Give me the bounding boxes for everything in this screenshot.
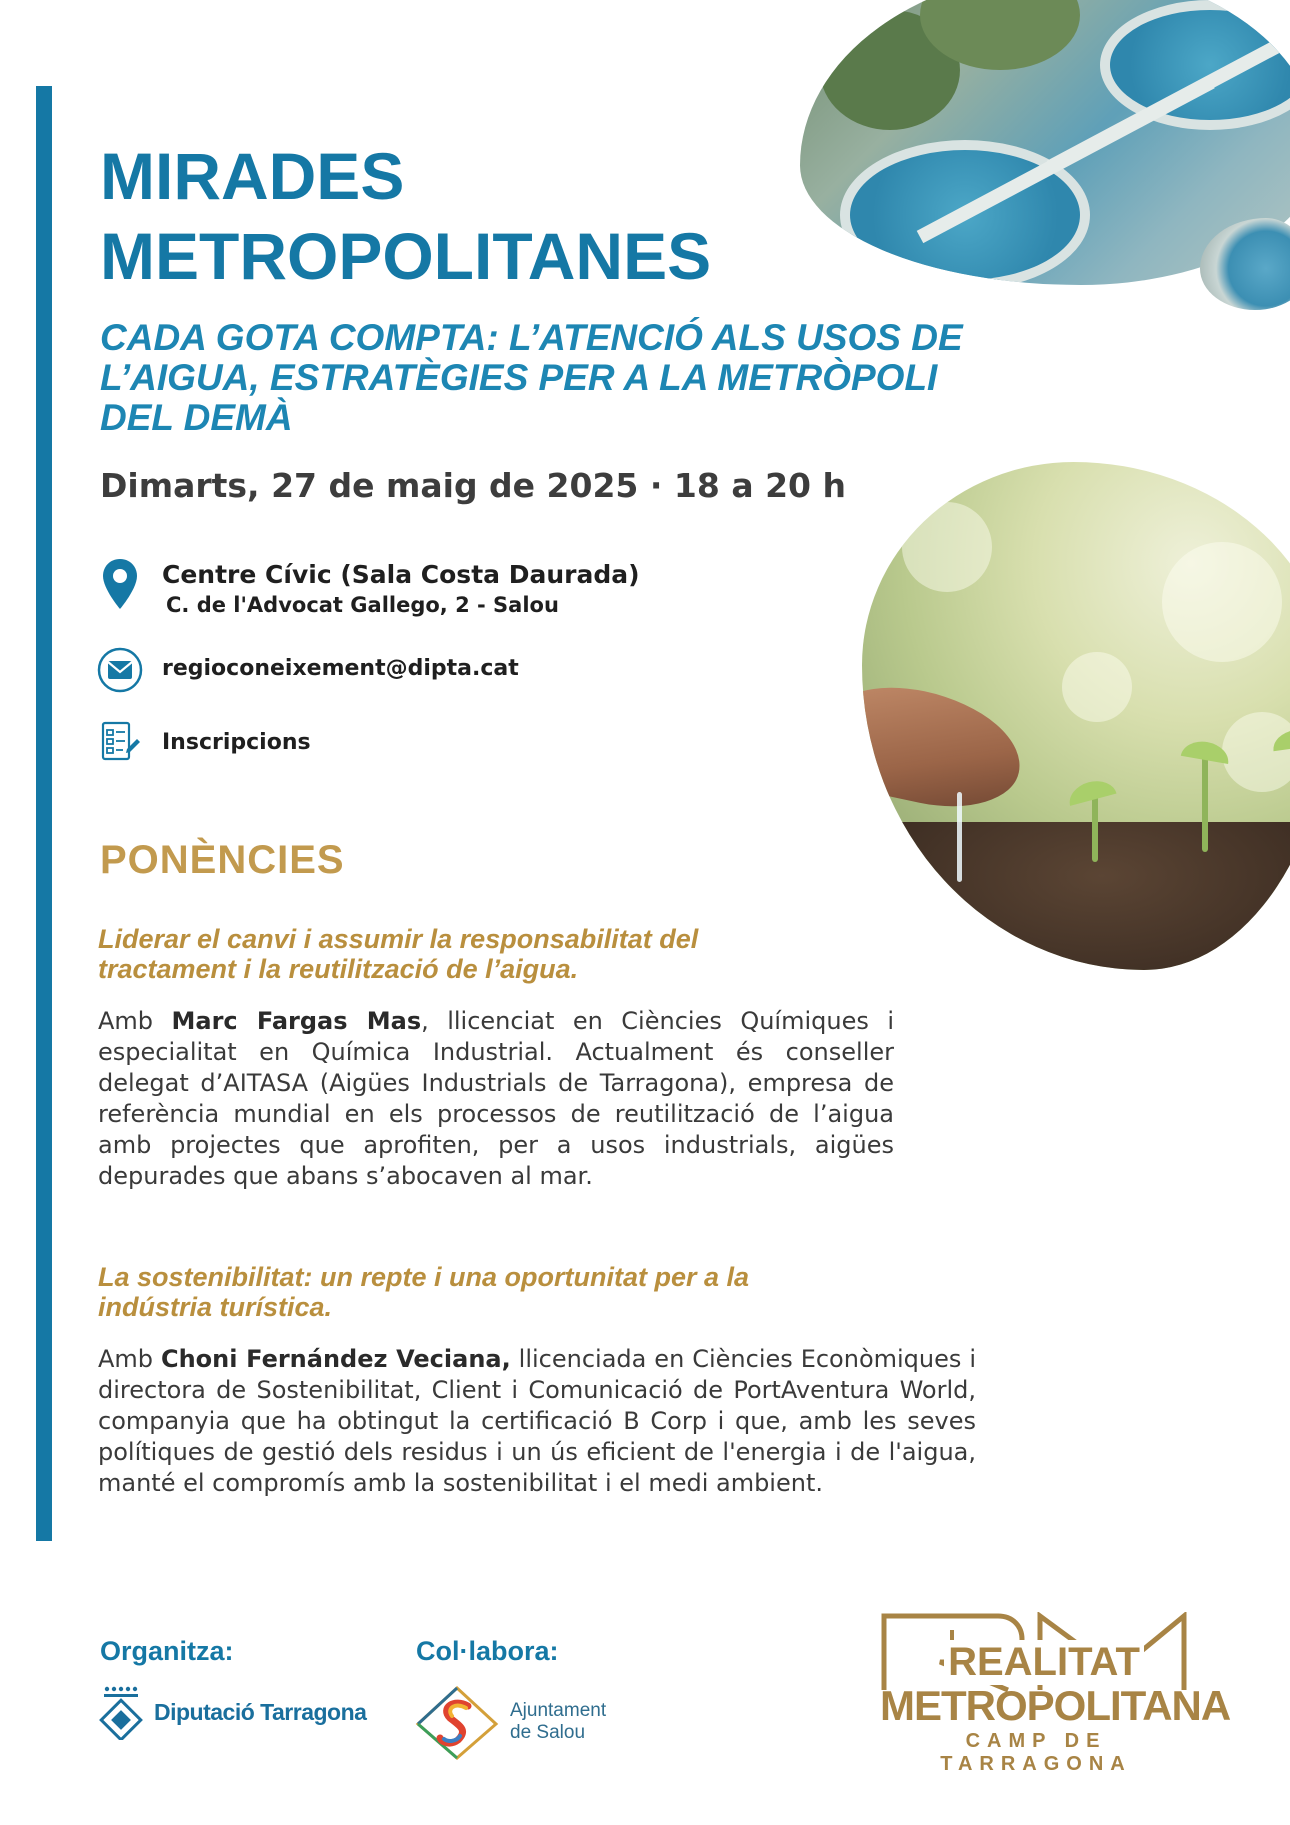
organizer-name: Diputació Tarragona	[154, 1698, 367, 1725]
mail-icon	[96, 646, 144, 694]
talk-2-title	[98, 1262, 918, 1322]
talk-2-text: llicenciada en Ciències Econòmiques i directora de Sostenibilitat, Client i Comunicació de PortAventura World, companyia que ha obtingut la certificació B Corp i que, amb les seves polítiques de gestió dels residus i un ús eficient de l'energia i de l'aigua, manté el compromís amb la sostenibilitat i el medi ambient.	[98, 1345, 976, 1497]
subtitle-line-1: CADA GOTA COMPTA: L’ATENCIÓ ALS USOS DE	[100, 317, 963, 358]
registration-row[interactable]	[96, 718, 311, 766]
event-subtitle	[100, 318, 1120, 438]
salou-emblem-icon	[414, 1684, 500, 1760]
collaborator-label: Col·labora:	[416, 1636, 559, 1666]
collaborator-name	[510, 1700, 606, 1744]
title-line-1: MIRADES	[100, 139, 405, 213]
venue-name: Centre Cívic (Sala Costa Daurada)	[162, 560, 640, 589]
form-icon	[96, 718, 144, 766]
ajuntament-salou-logo	[414, 1684, 606, 1760]
talk-2-description	[98, 1344, 976, 1499]
talk-1-text: , llicenciat en Ciències Químiques i especialitat en Química Industrial. Actualment és conseller delegat d’AITASA (Aigües Industrials de Tarragona), empresa de referència mundial en els processos de reutilització de l’aigua amb projectes que aprofiten, per a usos industrials, aigües depurades que abans s’abocaven al mar.	[98, 1007, 894, 1190]
venue-address: C. de l'Advocat Gallego, 2 - Salou	[166, 593, 559, 617]
talk-2-speaker: Choni Fernández Veciana,	[160, 1345, 511, 1373]
subtitle-line-2: L’AIGUA, ESTRATÈGIES PER A LA METRÒPOLI	[100, 357, 938, 398]
subtitle-line-3: DEL DEMÀ	[100, 397, 293, 438]
brand-line-2: METROPOLITANA	[880, 1682, 1231, 1729]
diputacio-emblem-icon	[96, 1684, 146, 1740]
seedling-watering-photo	[862, 462, 1290, 970]
talks-section-title: PONÈNCIES	[100, 838, 345, 882]
contact-row	[96, 646, 519, 694]
talk-1-speaker: Marc Fargas Mas	[171, 1007, 422, 1035]
title-line-2: METROPOLITANES	[100, 219, 712, 293]
talk-1-title-line-2: tractament i la reutilització de l’aigua.	[98, 954, 579, 984]
brand-line-3: CAMP DE TARRAGONA	[940, 1730, 1132, 1775]
talk-1-description	[98, 1006, 894, 1192]
organizer-label: Organitza:	[100, 1636, 234, 1666]
collaborator-name-line-2: de Salou	[510, 1722, 586, 1743]
talk-1-title	[98, 924, 838, 984]
page-title	[100, 136, 820, 296]
talk-2-title-line-1: La sostenibilitat: un repte i una oportunitat per a la	[98, 1262, 750, 1292]
talk-1-intro: Amb	[98, 1007, 172, 1035]
collaborator-name-line-1: Ajuntament	[510, 1700, 607, 1721]
brand-line-1: REALITAT	[944, 1640, 1144, 1685]
location-row	[96, 560, 640, 617]
diputacio-tarragona-logo	[96, 1684, 366, 1740]
contact-email[interactable]: regioconeixement@dipta.cat	[162, 656, 519, 681]
map-pin-icon	[96, 560, 144, 608]
talk-2-title-line-2: indústria turística.	[98, 1292, 333, 1322]
talk-2-intro: Amb	[98, 1345, 161, 1373]
registration-link[interactable]: Inscripcions	[162, 730, 311, 755]
talk-1-title-line-1: Liderar el canvi i assumir la responsabilitat del	[98, 924, 699, 954]
accent-bar	[36, 86, 52, 1541]
realitat-metropolitana-logo	[880, 1612, 1231, 1775]
event-date: Dimarts, 27 de maig de 2025 · 18 a 20 h	[100, 466, 846, 505]
